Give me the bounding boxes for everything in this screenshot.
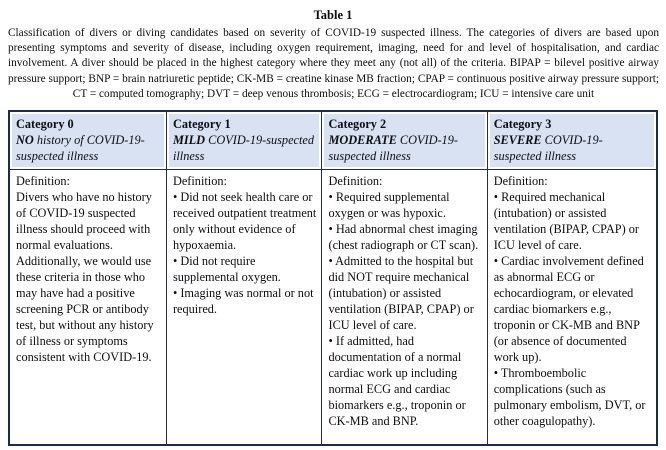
category-2-subtitle	[328, 132, 480, 164]
definition-cell-category-3	[487, 170, 657, 445]
category-3-severity-keyword: SEVERE	[493, 133, 542, 148]
definition-cell-category-0	[9, 170, 166, 445]
definition-cell-category-1	[166, 170, 322, 445]
category-2-title: Category 2	[328, 117, 387, 132]
category-0-subtitle	[16, 132, 160, 164]
category-1-severity-rest: COVID-19-suspected illness	[172, 133, 315, 164]
header-category-3	[487, 111, 657, 170]
category-0-severity-keyword: NO	[16, 133, 34, 148]
definition-bullet: • Required mechanical (intubation) or assisted ventilation (BIPAP, CPAP) or ICU level of care.	[493, 190, 640, 253]
category-1-subtitle	[173, 132, 316, 164]
category-3-subtitle	[494, 132, 650, 164]
header-category-1	[166, 111, 322, 170]
definition-bullet: • If admitted, had documentation of a normal cardiac work up including normal ECG and cardiac biomarkers e.g., troponin or CK-MB and BNP.	[328, 334, 466, 429]
definition-bullet: • Did not require supplemental oxygen.	[172, 254, 281, 285]
category-3-title: Category 3	[493, 117, 552, 132]
table-title: Table 1	[313, 8, 353, 22]
header-category-2	[322, 111, 487, 170]
category-0-title: Category 0	[16, 117, 74, 132]
definition-label: Definition:	[493, 174, 548, 189]
category-table	[8, 110, 658, 446]
definition-bullet: • Thromboembolic complications (such as pulmonary embolism, DVT, or other coagulopathy).	[493, 366, 646, 429]
definition-bullet: • Admitted to the hospital but did NOT require mechanical (intubation) or assisted ventilation (BIPAP, CPAP) or ICU level of care.	[328, 254, 474, 333]
category-3-severity-rest: COVID-19-suspected illness	[493, 133, 603, 164]
category-1-title: Category 1	[172, 117, 231, 132]
table-header-row	[9, 111, 657, 170]
definition-label: Definition:	[328, 174, 383, 189]
definition-bullet: • Imaging was normal or not required.	[172, 286, 314, 317]
definition-text: Divers who have no history of COVID-19 suspected illness should proceed with normal evaluations. Additionally, we would use these criteria in those who may have had a positive screening PCR or antibody test, but without any history of illness or symptoms consistent with COVID-19.	[16, 190, 154, 365]
category-2-severity-rest: COVID-19-suspected illness	[328, 133, 458, 164]
definition-label: Definition:	[16, 174, 70, 189]
definition-bullet: • Had abnormal chest imaging (chest radiograph or CT scan).	[328, 222, 479, 253]
category-2-severity-keyword: MODERATE	[328, 133, 397, 148]
category-0-severity-rest: history of COVID-19-suspected illness	[16, 133, 145, 164]
definition-bullet: • Did not seek health care or received outpatient treatment only without evidence of hypoxaemia.	[172, 190, 317, 253]
definition-bullet: • Cardiac involvement defined as abnormal ECG or echocardiogram, or elevated cardiac biomarkers e.g., troponin or CK-MB and BNP (or absence of documented work up).	[493, 254, 644, 365]
definition-bullet: • Required supplemental oxygen or was hypoxic.	[328, 190, 450, 221]
header-category-0	[9, 111, 166, 170]
table-caption: Classification of divers or diving candidates based on severity of COVID-19 suspected illness. The categories of divers are based upon presenting symptoms and severity of disease, including oxygen requirement, imaging, need for and level of hospitalisation, and cardiac involvement. A diver should be placed in the highest category where they meet any (not all) of the criteria. BIPAP = bilevel positive airway pressure support; BNP = brain natriuretic peptide; CK-MB = creatine kinase MB fraction; CPAP = continuous positive airway pressure support; CT = computed tomography; DVT = deep venous thrombosis; ECG = electrocardiogram; ICU = intensive care unit	[8, 27, 659, 100]
table-body-row	[9, 170, 657, 445]
definition-label: Definition:	[172, 174, 227, 189]
definition-cell-category-2	[322, 170, 487, 445]
category-1-severity-keyword: MILD	[172, 133, 206, 148]
